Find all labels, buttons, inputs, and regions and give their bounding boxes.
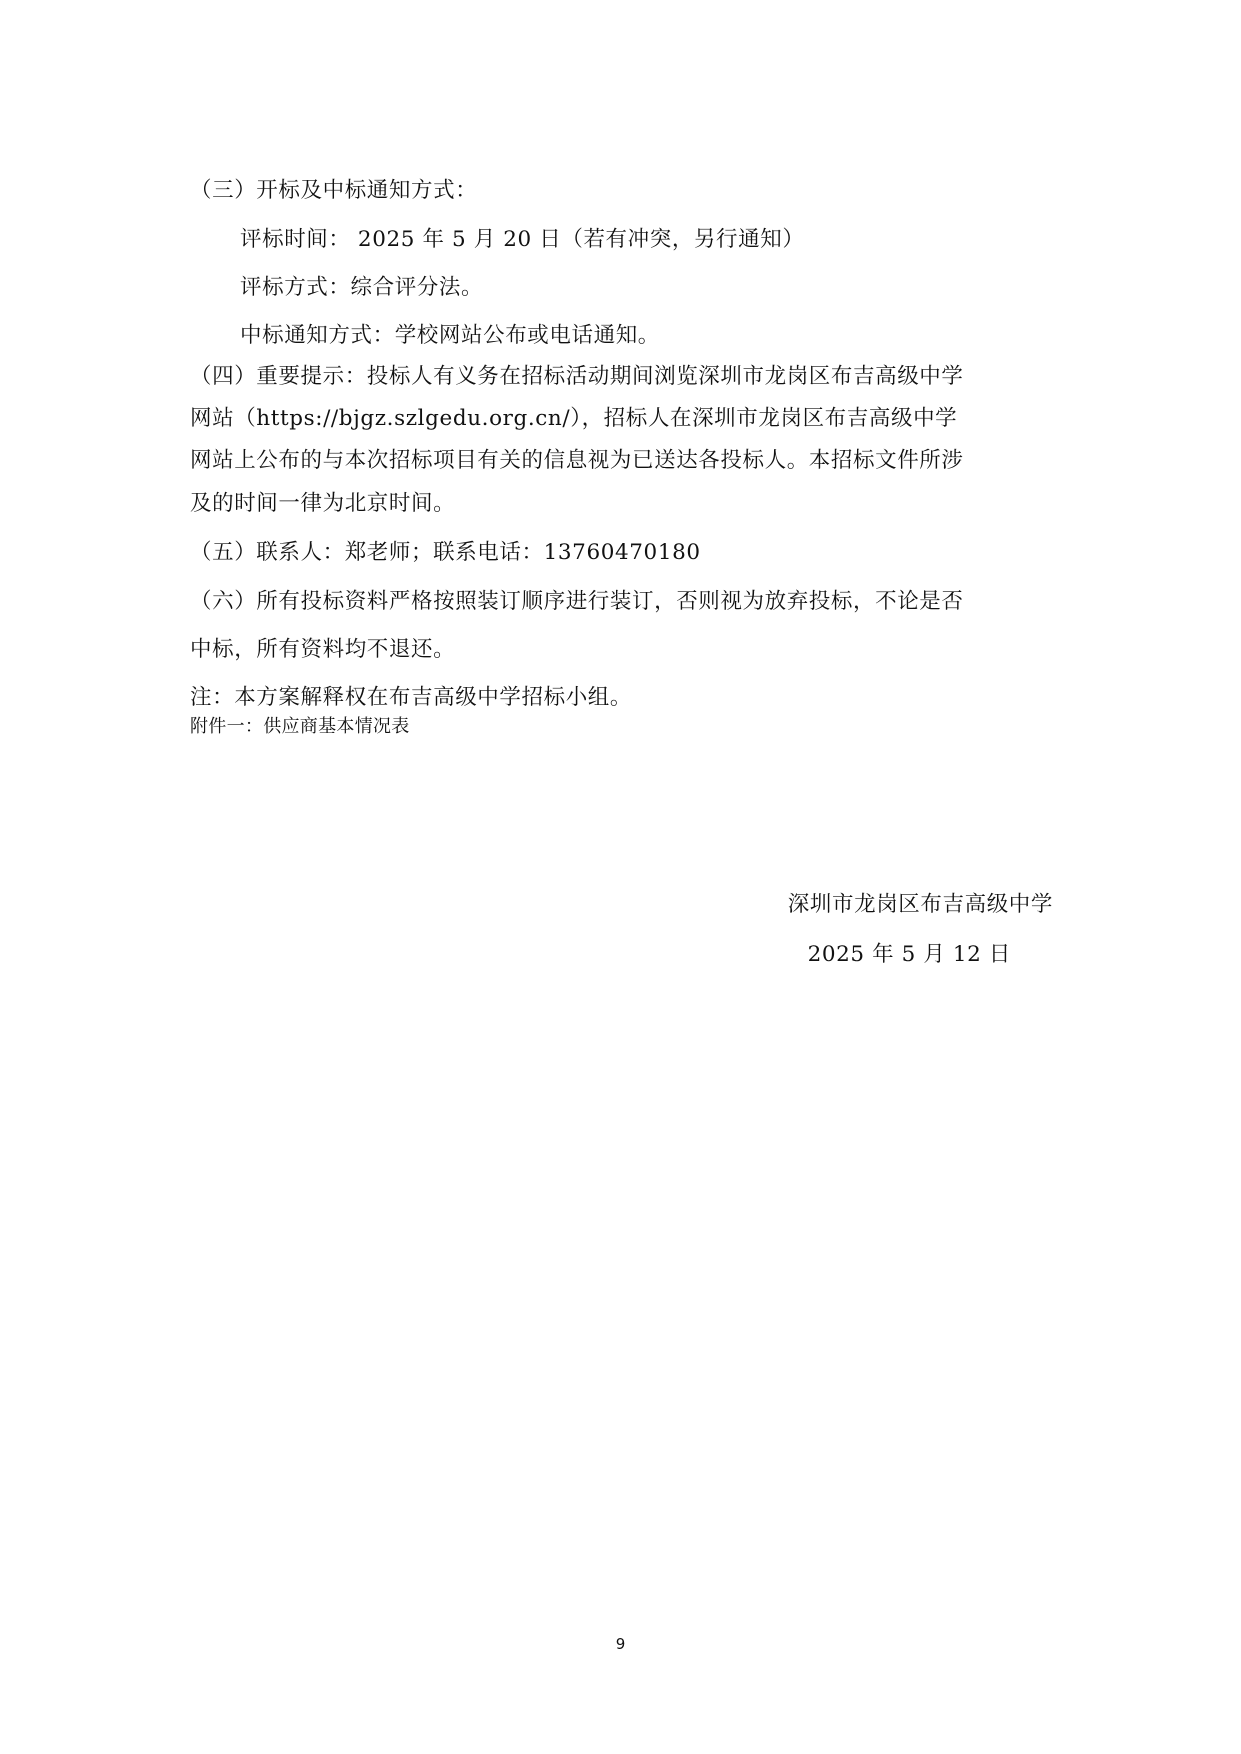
signature-organization: 深圳市龙岗区布吉高级中学 — [787, 892, 1053, 917]
signature-date: 2025 年 5 月 12 日 — [807, 942, 1011, 967]
section4-line-4: 及的时间一律为北京时间。 — [190, 491, 456, 516]
interpretation-note: 注：本方案解释权在布吉高级中学招标小组。 — [190, 685, 633, 710]
section4-line-3: 网站上公布的与本次招标项目有关的信息视为已送达各投标人。本招标文件所涉 — [190, 448, 964, 473]
section4-line-1: （四）重要提示：投标人有义务在招标活动期间浏览深圳市龙岗区布吉高级中学 — [190, 364, 964, 389]
evaluation-time: 评标时间： 2025 年 5 月 20 日（若有冲突，另行通知） — [240, 227, 805, 252]
page-number: 9 — [615, 1635, 626, 1653]
section6-line-2: 中标，所有资料均不退还。 — [190, 637, 456, 662]
attachment-label: 附件一：供应商基本情况表 — [190, 716, 410, 737]
section6-line-1: （六）所有投标资料严格按照装订顺序进行装订，否则视为放弃投标，不论是否 — [190, 589, 964, 614]
section4-line-2: 网站（https://bjgz.szlgedu.org.cn/），招标人在深圳市龙岗区布吉高级中学 — [190, 406, 958, 431]
contact-info: （五）联系人：郑老师；联系电话：13760470180 — [190, 540, 701, 565]
section3-heading: （三）开标及中标通知方式： — [190, 178, 478, 203]
evaluation-method: 评标方式：综合评分法。 — [240, 275, 484, 300]
award-notice-method: 中标通知方式：学校网站公布或电话通知。 — [240, 323, 660, 348]
